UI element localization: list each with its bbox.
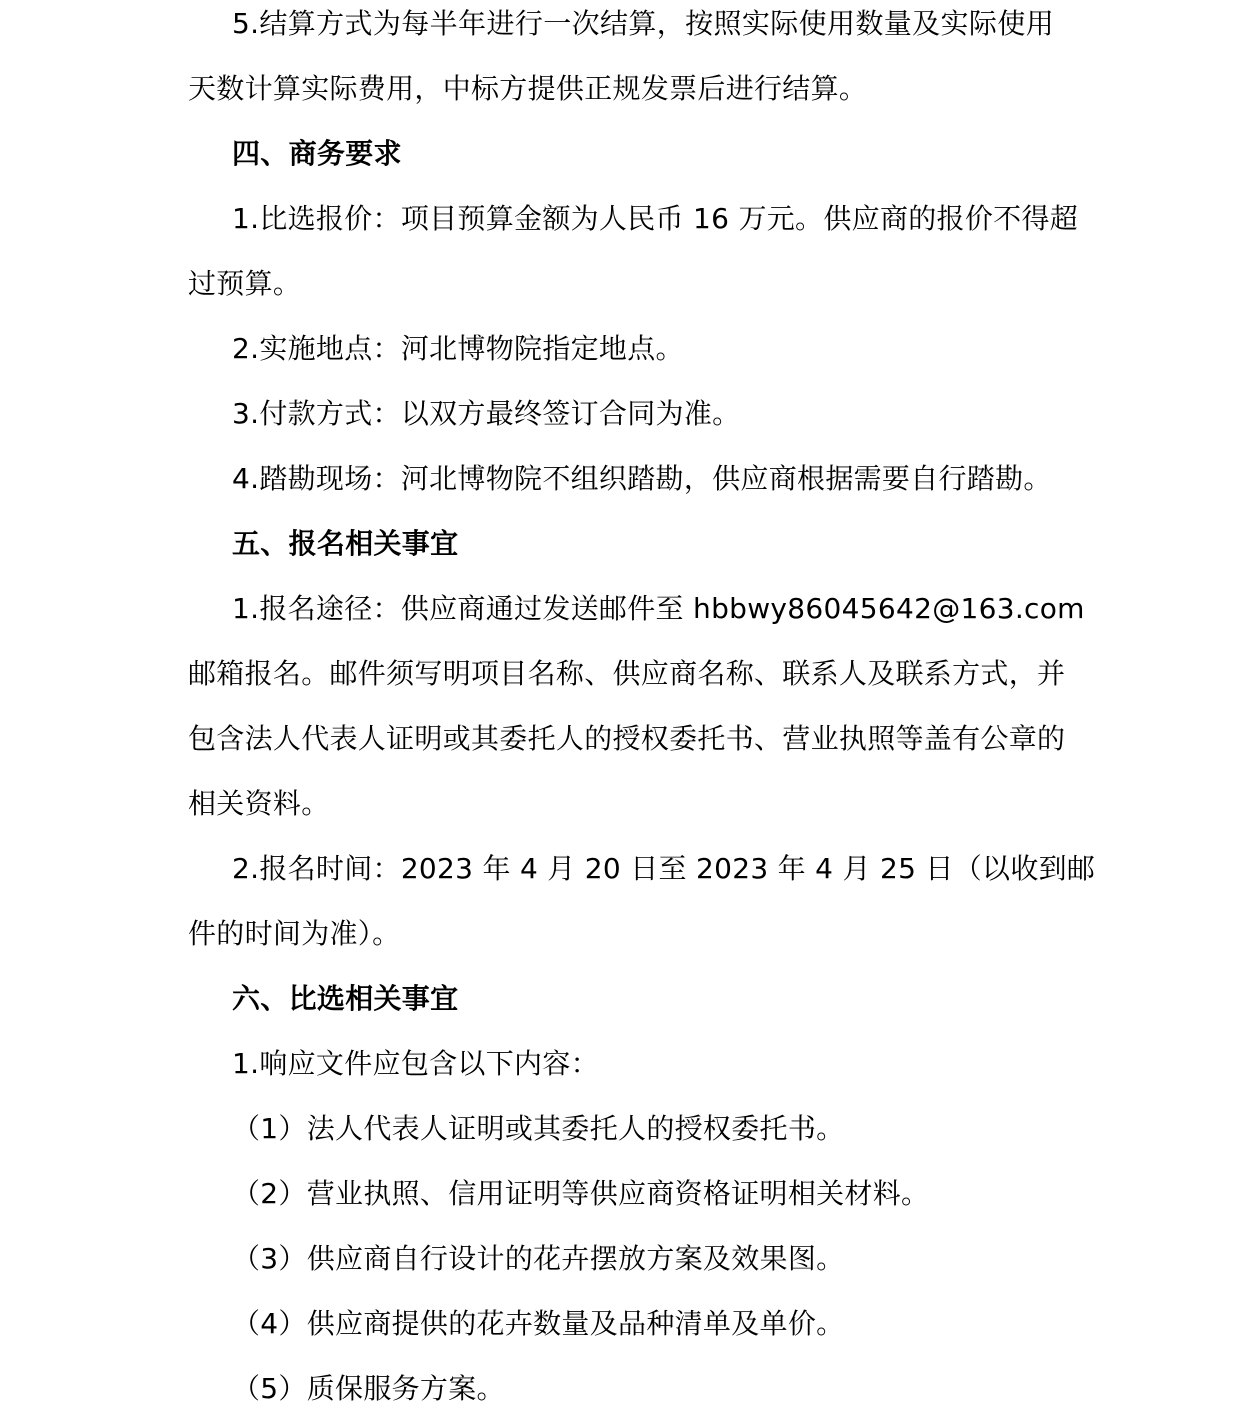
- paragraph-line: 过预算。: [188, 267, 302, 300]
- paragraph-line: 2.报名时间：2023 年 4 月 20 日至 2023 年 4 月 25 日（以收到邮: [232, 852, 1096, 885]
- paragraph-line: 天数计算实际费用，中标方提供正规发票后进行结算。: [188, 72, 868, 105]
- paragraph-line: 4.踏勘现场：河北博物院不组织踏勘，供应商根据需要自行踏勘。: [232, 462, 1052, 495]
- list-item: （3）供应商自行设计的花卉摆放方案及效果图。: [232, 1242, 845, 1275]
- list-item: （4）供应商提供的花卉数量及品种清单及单价。: [232, 1307, 845, 1340]
- list-item: （5）质保服务方案。: [232, 1372, 505, 1405]
- paragraph-line: 5.结算方式为每半年进行一次结算，按照实际使用数量及实际使用: [232, 7, 1054, 40]
- section-heading: 四、商务要求: [232, 137, 402, 170]
- paragraph-line: 3.付款方式：以双方最终签订合同为准。: [232, 397, 741, 430]
- section-heading: 六、比选相关事宜: [232, 982, 459, 1015]
- paragraph-line: 件的时间为准）。: [188, 917, 401, 950]
- section-heading: 五、报名相关事宜: [232, 527, 459, 560]
- paragraph-line: 包含法人代表人证明或其委托人的授权委托书、营业执照等盖有公章的: [188, 722, 1066, 755]
- paragraph-line: 1.报名途径：供应商通过发送邮件至 hbbwy86045642@163.com: [232, 592, 1085, 625]
- paragraph-line: 邮箱报名。邮件须写明项目名称、供应商名称、联系人及联系方式，并: [188, 657, 1066, 690]
- paragraph-line: 1.响应文件应包含以下内容：: [232, 1047, 599, 1080]
- paragraph-line: 1.比选报价：项目预算金额为人民币 16 万元。供应商的报价不得超: [232, 202, 1079, 235]
- paragraph-line: 2.实施地点：河北博物院指定地点。: [232, 332, 684, 365]
- list-item: （2）营业执照、信用证明等供应商资格证明相关材料。: [232, 1177, 930, 1210]
- list-item: （1）法人代表人证明或其委托人的授权委托书。: [232, 1112, 845, 1145]
- paragraph-line: 相关资料。: [188, 787, 330, 820]
